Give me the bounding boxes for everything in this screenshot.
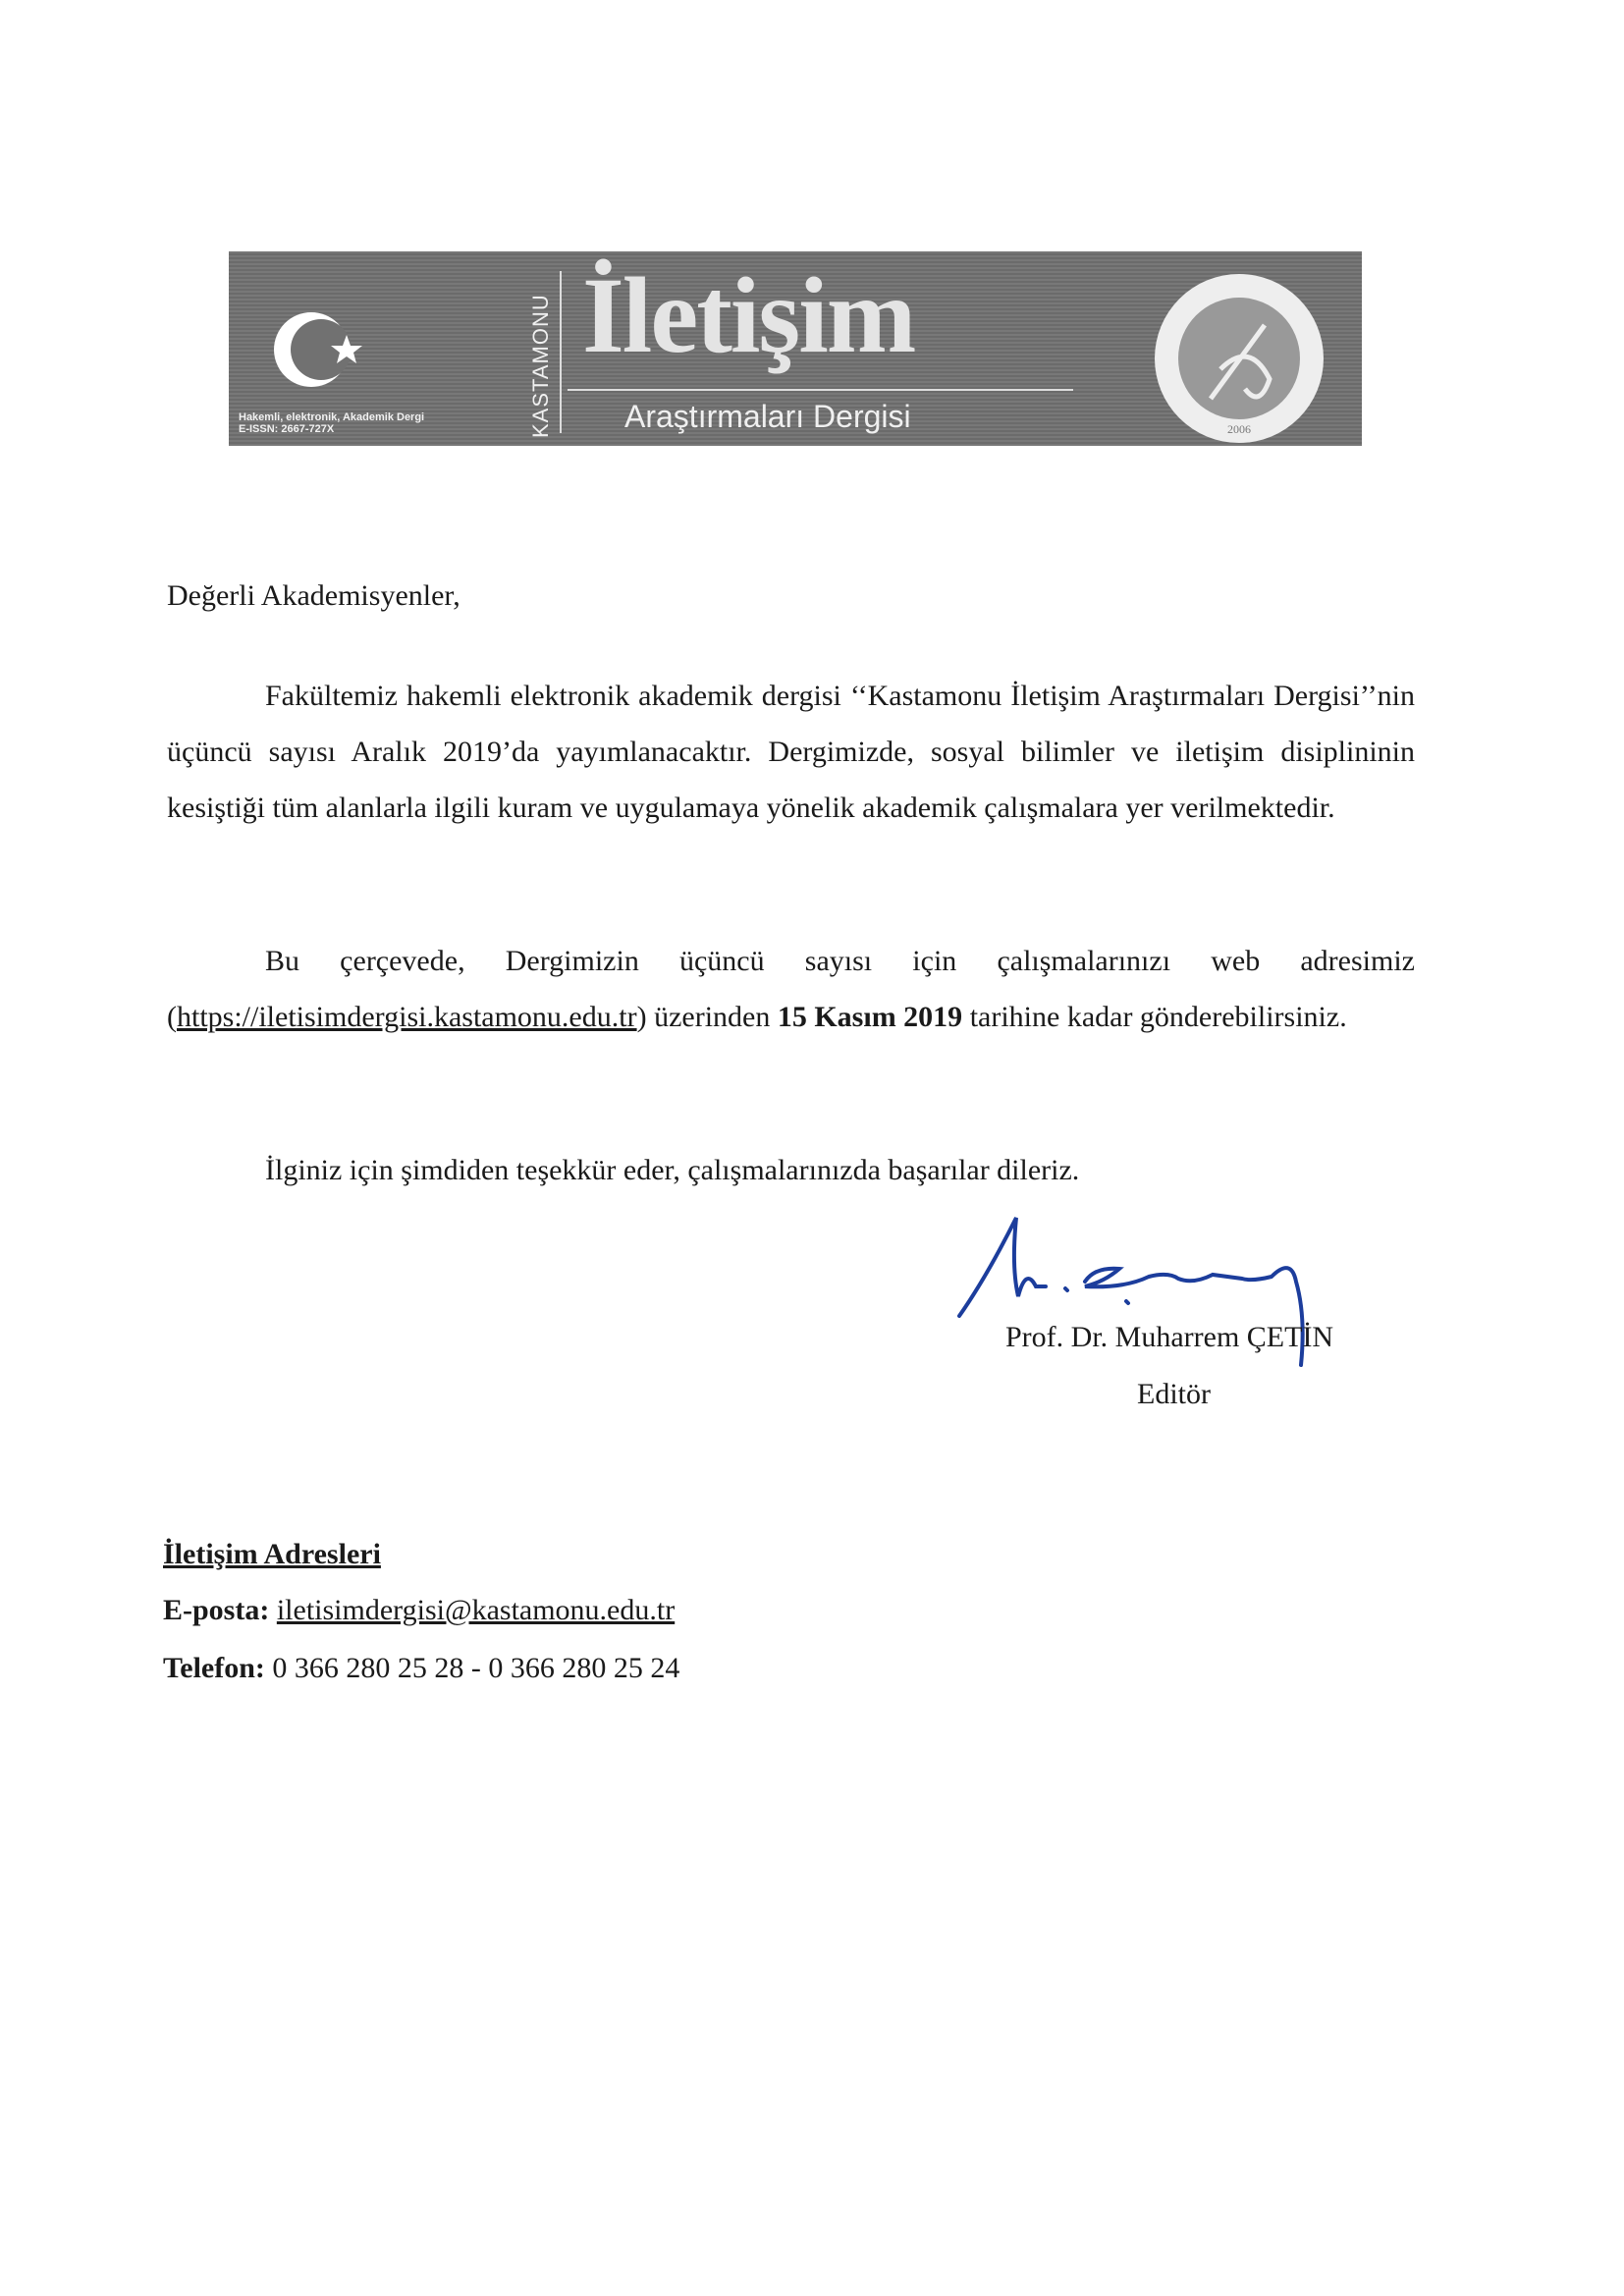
divider [560, 271, 562, 433]
signer-name: Prof. Dr. Muharrem ÇETİN [1005, 1321, 1334, 1353]
phone-label: Telefon: [163, 1652, 265, 1684]
contact-email [163, 1594, 675, 1627]
crescent-star-icon [270, 301, 368, 399]
journal-banner [229, 251, 1362, 446]
website-link[interactable]: https://iletisimdergisi.kastamonu.edu.tr [177, 1001, 637, 1033]
journal-title: İletişim [582, 255, 915, 375]
contact-heading [163, 1538, 381, 1571]
journal-subtitle: Araştırmaları Dergisi [624, 399, 911, 434]
deadline-date: 15 Kasım 2019 [777, 1001, 963, 1033]
email-label: E-posta: [163, 1594, 270, 1626]
paragraph-2-mid: ) üzerinden [636, 1001, 771, 1033]
svg-text:2006: 2006 [1227, 422, 1251, 436]
phone-number: 0 366 280 25 28 - 0 366 280 25 24 [272, 1652, 680, 1684]
salutation: Değerli Akademisyenler, [167, 579, 460, 612]
closing: İlginiz için şimdiden teşekkür eder, çalışmalarınızda başarılar dileriz. [265, 1154, 1080, 1186]
paragraph-1: Fakültemiz hakemli elektronik akademik dergisi ‘‘Kastamonu İletişim Araştırmaları Dergisi’’nin üçüncü sayısı Aralık 2019’da yayımlanacaktır. Dergimizde, sosyal bilimler ve iletişim disiplininin kesiştiği tüm alanlarla ilgili kuram ve uygulamaya yönelik akademik çalışmalara yer verilmektedir. [167, 680, 1415, 824]
signer-role: Editör [1137, 1378, 1211, 1410]
issn-text: E-ISSN: 2667-727X [239, 423, 335, 435]
kastamonu-vertical-label: KASTAMONU [528, 294, 553, 438]
divider [568, 389, 1073, 391]
journal-tagline [239, 411, 424, 435]
email-link[interactable]: iletisimdergisi@kastamonu.edu.tr [276, 1594, 676, 1626]
university-seal-icon [1152, 271, 1326, 446]
tagline-text: Hakemli, elektronik, Akademik Dergi [239, 411, 425, 423]
paragraph-2-end: tarihine kadar gönderebilirsiniz. [969, 1001, 1347, 1033]
paragraph-2-start: Bu çerçevede, Dergimizin üçüncü sayısı için çalışmalarınızı web adresimiz ( [167, 945, 1415, 1033]
contact-phone [163, 1652, 679, 1685]
contact-heading-text: İletişim Adresleri [163, 1538, 381, 1570]
paragraph-2 [167, 933, 1415, 1045]
